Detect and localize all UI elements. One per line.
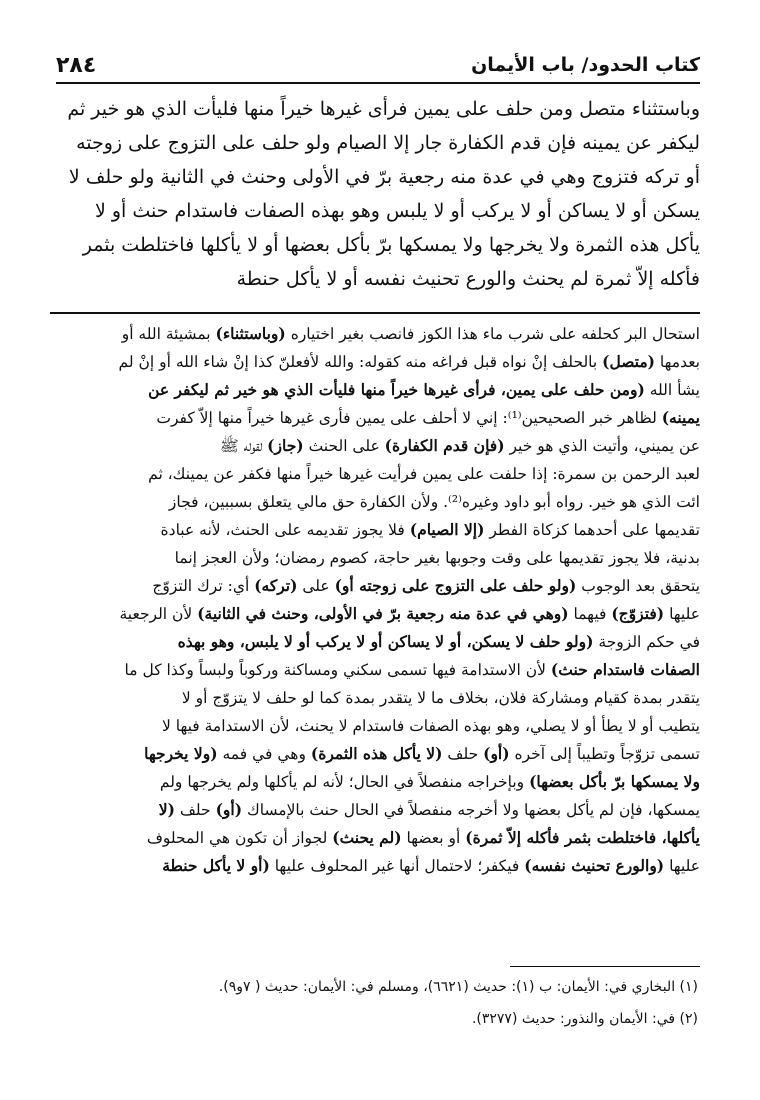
- commentary-segment: عليها: [664, 605, 700, 623]
- commentary-segment: ائت الذي هو خير. رواه أبو داود وغيره⁽²⁾. ولأن الكفارة حق مالي يتعلق بسببين، فجاز: [168, 493, 700, 511]
- commentary-segment: بعدمها: [654, 353, 700, 371]
- commentary-line: [50, 600, 700, 628]
- commentary-quote-bold: (لا يأكل هذه الثمرة): [310, 744, 443, 763]
- commentary-segment: لعبد الرحمن بن سمرة: إذا حلفت على يمين فرأيت غيرها خيراً منها فكفر عن يمينك، ثم: [148, 465, 700, 483]
- commentary-quote-bold: يمينه): [661, 408, 700, 427]
- commentary-segment: بالحلف إنْ نواه قبل فراغه منه كقوله: والله لأفعلنّ كذا إنْ شاء الله أو إنْ لم: [118, 353, 603, 371]
- commentary-quote-bold: (أو لا يأكل حنطة: [162, 856, 270, 875]
- footnote-2: (٢) في: الأيمان والنذور: حديث (٣٢٧٧).: [471, 1011, 698, 1027]
- commentary-line: [50, 712, 700, 740]
- commentary-line: [50, 768, 700, 796]
- commentary-segment: يتقدر بمدة كقيام ومشاركة فلان، بخلاف ما لا يتقدر بمدة كما لو حلف لا يتزوّج أو لا: [181, 689, 700, 707]
- commentary-segment: استحال البر كحلفه على شرب ماء هذا الكوز فانصب بغير اختياره: [285, 325, 700, 343]
- commentary-line: [50, 852, 700, 880]
- commentary-quote-bold: (ولو حلف لا يسكن، أو لا يساكن أو لا يركب أو لا يلبس، وهو بهذه: [177, 632, 594, 651]
- main-text: [50, 92, 700, 298]
- commentary-quote-bold: (تركه): [254, 576, 298, 595]
- main-text-line: ليكفر عن يمينه فإن قدم الكفارة جار إلا الصيام ولو حلف على التزوج على زوجته: [76, 132, 700, 154]
- main-text-line: وباستثناء متصل ومن حلف على يمين فرأى غيرها خيراً منها فليأت الذي هو خير ثم: [67, 98, 700, 120]
- commentary-segment: أو بعضها: [401, 829, 466, 847]
- commentary-line: [50, 628, 700, 656]
- commentary-segment: لقوله ﷺ: [219, 437, 268, 455]
- commentary-text: [50, 320, 700, 875]
- commentary-segment: لأن الاستدامة فيها تسمى سكني ومساكنة وركوباً ولبساً وكذا كل ما: [124, 661, 551, 679]
- commentary-line: [50, 404, 700, 432]
- commentary-quote-bold: يأكلها، فاختلطت بثمر فأكله إلاّ ثمرة): [465, 828, 700, 847]
- commentary-quote-bold: (ولو حلف على التزوج على زوجته أو): [334, 576, 577, 595]
- commentary-line: [50, 516, 700, 544]
- commentary-quote-bold: (لا: [158, 800, 175, 819]
- commentary-line: [50, 432, 700, 460]
- commentary-segment: في حكم الزوجة: [593, 633, 700, 651]
- commentary-segment: حلف: [442, 745, 484, 763]
- commentary-quote-bold: (لم يحنث): [332, 828, 402, 847]
- commentary-quote-bold: الصفات فاستدام حنث): [550, 660, 700, 679]
- commentary-segment: على: [297, 577, 335, 595]
- commentary-line: [50, 348, 700, 376]
- commentary-line: [50, 320, 700, 348]
- commentary-quote-bold: (ومن حلف على يمين، فرأى غيرها خيراً منها فليأت الذي هو خير ثم ليكفر عن: [148, 380, 645, 399]
- commentary-line: [50, 460, 700, 488]
- commentary-quote-bold: (ولا يخرجها: [144, 744, 218, 763]
- commentary-quote-bold: (فإن قدم الكفارة): [384, 436, 505, 455]
- commentary-segment: تسمى تزوّجاً وتطيباً إلى آخره: [509, 745, 700, 763]
- footnote-1: (١) البخاري في: الأيمان: ب (١): حديث (٦٦٢١)، ومسلم في: الأيمان: حديث ( ٧و٩).: [218, 979, 698, 995]
- commentary-quote-bold: (أو): [483, 744, 510, 763]
- main-text-line: يأكل هذه الثمرة ولا يخرجها ولا يمسكها برّ بأكل بعضها أو لا يأكلها فاختلطت بثمر: [82, 234, 700, 256]
- commentary-line: [50, 796, 700, 824]
- commentary-quote-bold: (وهي في عدة منه رجعية برّ في الأولى، وحنث في الثانية): [197, 604, 569, 623]
- commentary-segment: على الحنث: [303, 437, 385, 455]
- commentary-quote-bold: (وباستثناء): [215, 324, 286, 343]
- commentary-segment: فلا يجوز تقديمه على الحنث، لأنه عبادة: [160, 521, 410, 539]
- commentary-line: [50, 376, 700, 404]
- commentary-segment: عليها: [664, 857, 700, 875]
- commentary-quote-bold: (فتزوّج): [611, 604, 665, 623]
- main-text-line: أو تركه فتزوج وهي في عدة منه رجعية برّ في الأولى وحنث في الثانية ولو حلف لا: [68, 166, 700, 188]
- commentary-segment: بدنية، فلا يجوز تقديمها على وقت وجوبها بغير حاجة، كصوم رمضان؛ ولأن العجز إنما: [174, 549, 700, 567]
- commentary-line: [50, 824, 700, 852]
- commentary-segment: أي: ترك التزوّج: [152, 577, 255, 595]
- commentary-segment: عن يميني، وأتيت الذي هو خير: [504, 437, 700, 455]
- commentary-quote-bold: (جاز): [267, 436, 304, 455]
- commentary-line: [50, 740, 700, 768]
- book-title: كتاب الحدود/ باب الأيمان: [471, 54, 700, 76]
- commentary-quote-bold: (متصل): [602, 352, 655, 371]
- commentary-segment: لظاهر خبر الصحيحين⁽¹⁾: إني لا أحلف على يمين فأرى غيرها خيراً منها إلاّ كفرت: [156, 409, 662, 427]
- commentary-line: [50, 544, 700, 572]
- commentary-segment: فيهما: [568, 605, 612, 623]
- footnote-divider: [510, 966, 700, 967]
- commentary-line: [50, 572, 700, 600]
- commentary-segment: لأن الرجعية: [119, 605, 198, 623]
- commentary-segment: حلف: [174, 801, 216, 819]
- page-number: ٢٨٤: [56, 53, 97, 78]
- commentary-quote-bold: ولا يمسكها برّ بأكل بعضها): [529, 772, 700, 791]
- commentary-line: [50, 684, 700, 712]
- commentary-segment: يشأ الله: [644, 381, 700, 399]
- commentary-segment: لجواز أن تكون هي المحلوف: [146, 829, 333, 847]
- commentary-segment: يمسكها، فإن لم يأكل بعضها ولا أخرجه منفصلاً في الحال حنث بالإمساك: [242, 801, 700, 819]
- main-text-line: فأكله إلاّ ثمرة لم يحنث والورع تحنيث نفسه أو لا يأكل حنطة: [236, 268, 700, 290]
- commentary-quote-bold: (والورع تحنيث نفسه): [524, 856, 665, 875]
- commentary-segment: يتطيب أو لا يطأ أو لا يصلي، وهو بهذه الصفات فاستدام لا يحنث، لأن الاستدامة فيها لا: [161, 717, 700, 735]
- commentary-line: [50, 488, 700, 516]
- commentary-segment: وهي في فمه: [217, 745, 311, 763]
- commentary-quote-bold: (إلا الصيام): [409, 520, 485, 539]
- commentary-segment: تقديمها على أحدهما كزكاة الفطر: [484, 521, 700, 539]
- page-header: [56, 40, 700, 84]
- main-text-line: يسكن أو لا يساكن أو لا يركب أو لا يلبس وهو بهذه الصفات فاستدام حنث أو لا: [94, 200, 700, 222]
- commentary-segment: فيكفر؛ لاحتمال أنها غير المحلوف عليها: [269, 857, 525, 875]
- commentary-segment: يتحقق بعد الوجوب: [576, 577, 700, 595]
- commentary-segment: بمشيئة الله أو: [121, 325, 216, 343]
- section-divider: [50, 312, 700, 314]
- commentary-quote-bold: (أو): [215, 800, 243, 819]
- commentary-line: [50, 656, 700, 684]
- commentary-segment: وبإخراجه منفصلاً في الحال؛ لأنه لم يأكلها ولم يخرجها ولم: [159, 773, 530, 791]
